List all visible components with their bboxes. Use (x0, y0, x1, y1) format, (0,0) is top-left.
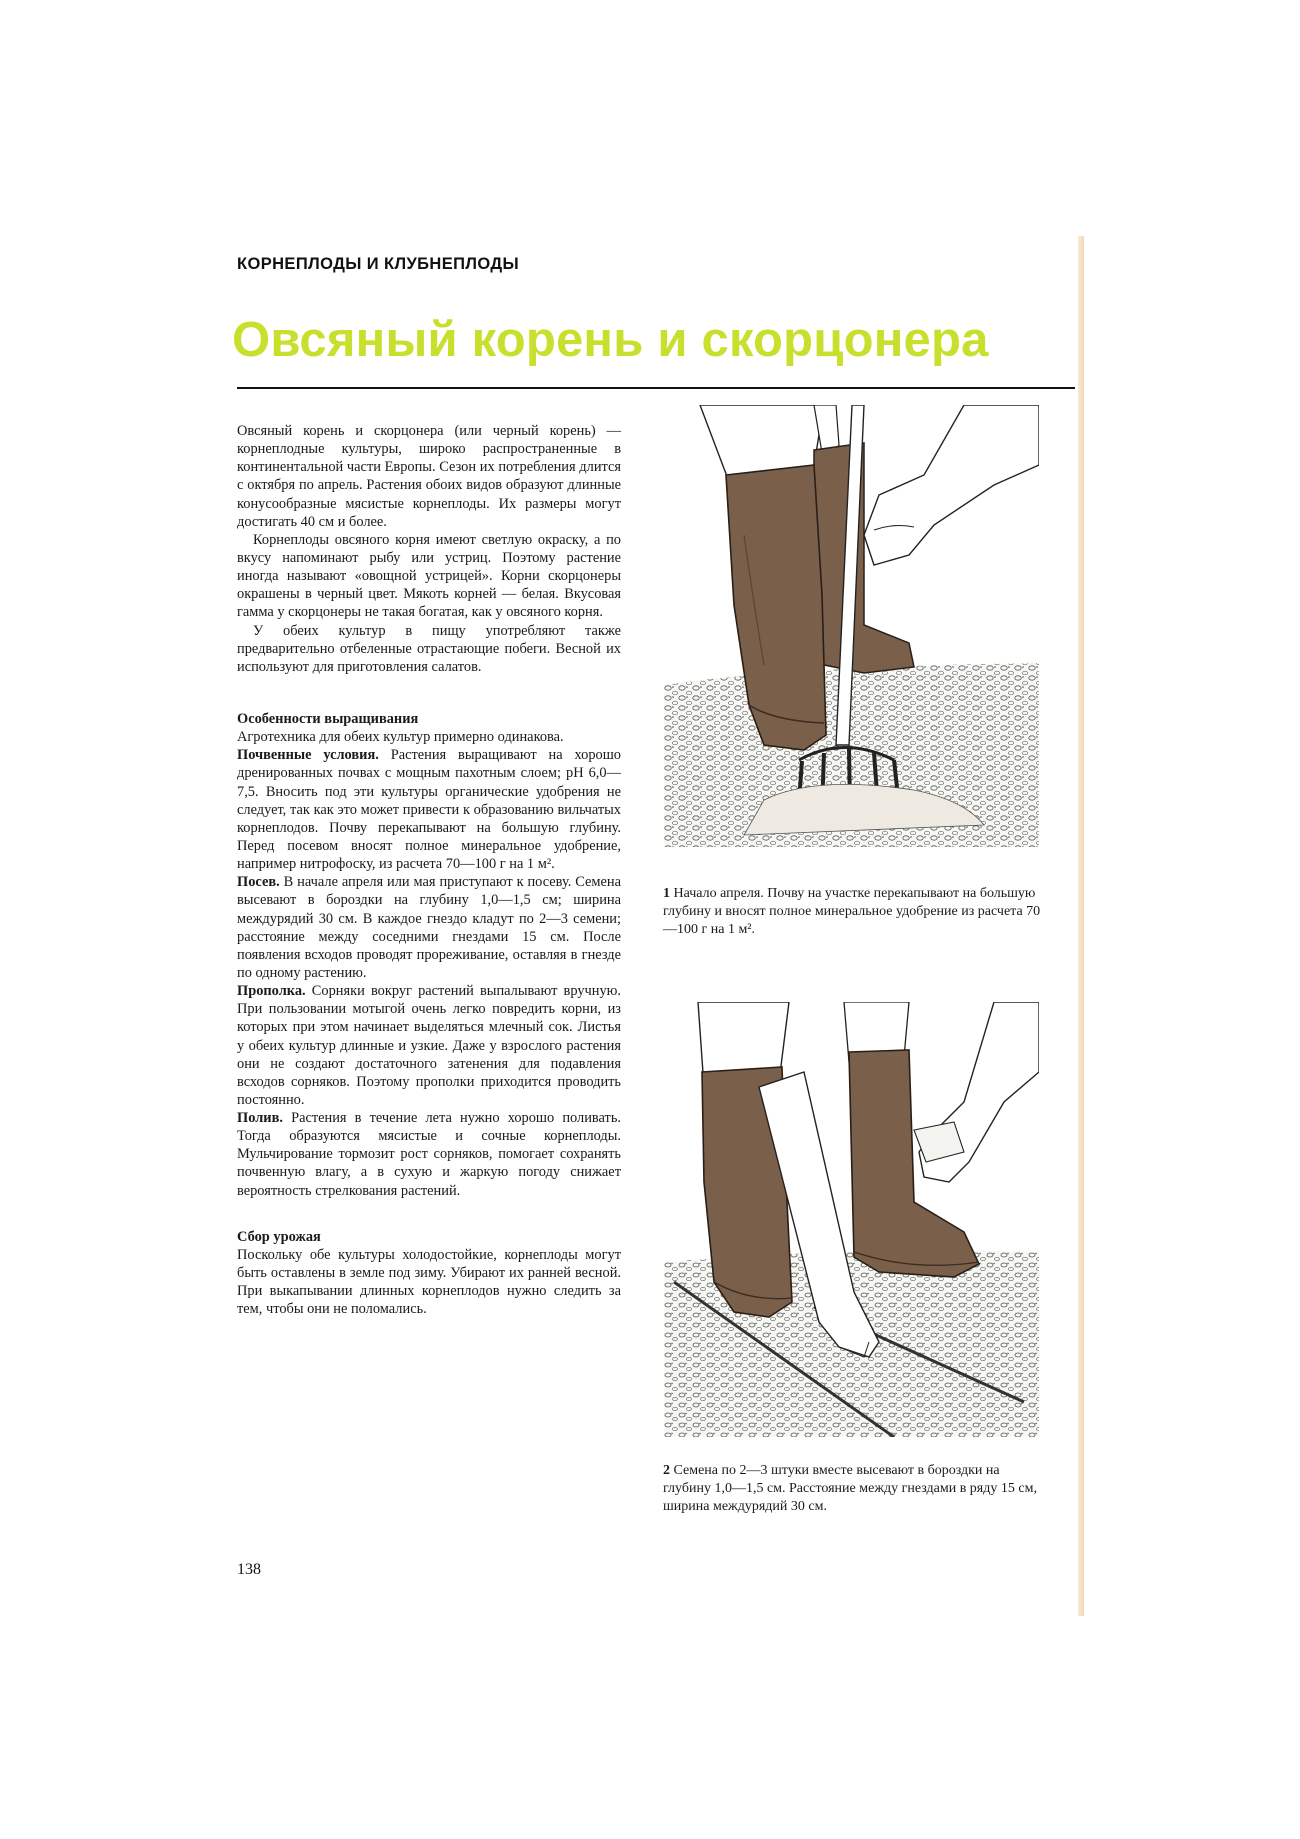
page-edge (1078, 236, 1084, 1616)
soil-paragraph (237, 746, 621, 873)
arm-hand (864, 405, 1039, 565)
sowing-seeds-illustration (664, 1002, 1039, 1437)
sowing-lead: Посев. (237, 874, 280, 891)
figure-1-caption (663, 885, 1047, 940)
intro-paragraph-1: Овсяный корень и скорцонера (или черный корень) — корнеплодные культуры, широко распространенные в континентальной части Европы. Сезон их потребления длится с октября по апрель. Растения обоих видов образуют длинные конусообразные мясистые корнеплоды. Их размеры могут достигать 40 см и более. (237, 423, 621, 530)
sowing-paragraph (237, 873, 621, 982)
figure-1-number: 1 (663, 886, 670, 901)
figure-1-caption-text: Начало апреля. Почву на участке перекапывают на большую глубину и вносят полное минеральное удобрение из расчета 70—100 г на 1 м². (663, 886, 1041, 938)
harvest-heading: Сбор урожая (237, 1228, 321, 1245)
soil-lead: Почвенные условия. (237, 747, 379, 764)
figure-1-illustration (664, 405, 1039, 847)
figure-2-caption (663, 1462, 1047, 1517)
watering-paragraph (237, 1109, 621, 1200)
text-column (237, 422, 621, 1318)
page-title: Овсяный корень и скорцонера (232, 313, 989, 367)
weeding-text: Сорняки вокруг растений выпалывают вручную. При пользовании мотыгой очень легко повредить корни, из которых при этом начинает выделяться млечный сок. Листья у обеих культур длинные и узкие. Даже у взрослого растения они не создают достаточного затенения для подавления всходов сорняков. Поэтому прополки приходится проводить постоянно. (237, 983, 621, 1108)
watering-text: Растения в течение лета нужно хорошо поливать. Тогда образуются мясистые и сочные корнеплоды. Мульчирование тормозит рост сорняков, помогает сохранять почвенную влагу, а в сухую и жаркую погоду снижает вероятность стрелкования растений. (237, 1110, 621, 1199)
watering-lead: Полив. (237, 1110, 283, 1127)
sowing-text: В начале апреля или мая приступают к посеву. Семена высевают в бороздки на глубину 1,0—1,5 см; ширина междурядий 30 см. В каждое гнездо кладут по 2—3 семени; расстояние между соседними гнездами 15 см. После появления всходов проводят прореживание, оставляя в гнезде по одному растению. (237, 874, 621, 981)
figure-2-number: 2 (663, 1463, 670, 1478)
intro-paragraph-3: У обеих культур в пищу употребляют также предварительно отбеленные отрастающие побеги. Весной их используют для приготовления салатов. (237, 622, 621, 675)
figure-2-caption-text: Семена по 2—3 штуки вместе высевают в бороздки на глубину 1,0—1,5 см. Расстояние между гнездами в ряду 15 см, ширина междурядий 30 см. (663, 1463, 1037, 1515)
cultivation-heading: Особенности выращивания (237, 710, 419, 727)
figure-2-illustration (664, 1002, 1039, 1437)
weeding-paragraph (237, 982, 621, 1109)
page-number: 138 (237, 1561, 261, 1578)
intro-paragraph-2: Корнеплоды овсяного корня имеют светлую окраску, а по вкусу напоминают рыбу или устриц. Поэтому растение иногда называют «овощной устрицей». Корни скорцонеры окрашены в черный цвет. Мякоть корней — белая. Вкусовая гамма у скорцонеры не такая богатая, как у овсяного корня. (237, 531, 621, 621)
section-label: КОРНЕПЛОДЫ И КЛУБНЕПЛОДЫ (237, 255, 520, 273)
soil-text: Растения выращивают на хорошо дренированных почвах с мощным пахотным слоем; pH 6,0—7,5. Вносить под эти культуры органические удобрения не следует, так как это может привести к образованию вильчатых корнеплодов. Почву перекапывают на большую глубину. Перед посевом вносят полное минеральное удобрение, например нитрофоску, из расчета 70—100 г на 1 м². (237, 747, 621, 873)
digging-fork-illustration (664, 405, 1039, 847)
title-rule (237, 387, 1075, 389)
weeding-lead: Прополка. (237, 983, 306, 1000)
cultivation-intro: Агротехника для обеих культур примерно одинакова. (237, 729, 564, 746)
harvest-paragraph: Поскольку обе культуры холодостойкие, корнеплоды могут быть оставлены в земле под зиму. Убирают их ранней весной. При выкапывании длинных корнеплодов нужно следить за тем, чтобы они не поломались. (237, 1246, 621, 1318)
